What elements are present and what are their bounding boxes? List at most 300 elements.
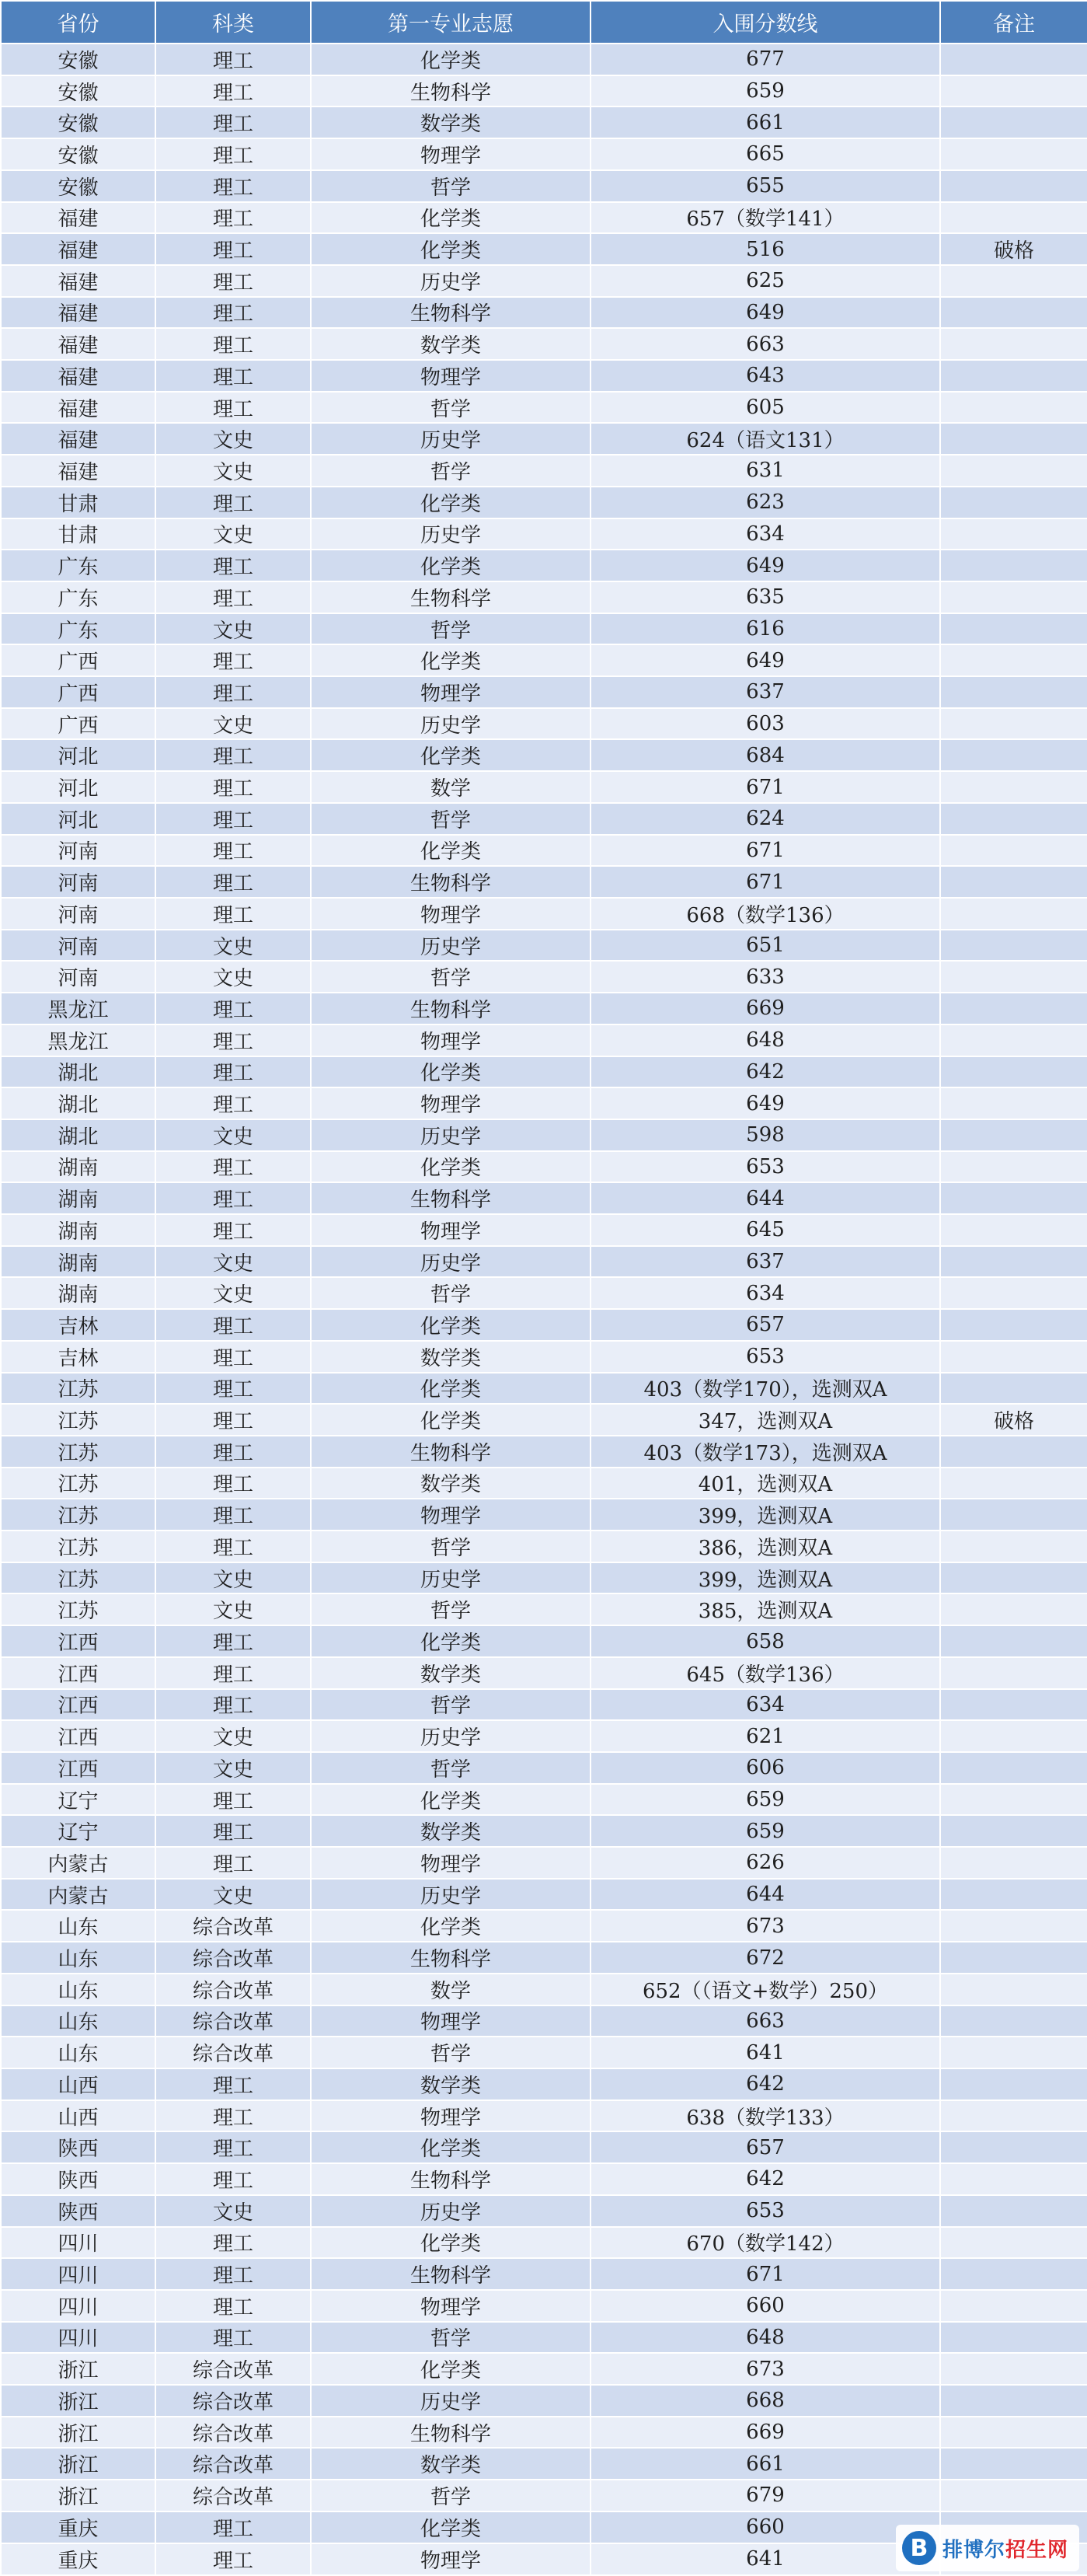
cell-province: 湖南 — [1, 1182, 155, 1214]
cell-first-major: 生物科学 — [311, 2258, 591, 2290]
cell-cutoff-score: 660 — [591, 2511, 940, 2543]
cell-category: 理工 — [155, 898, 311, 930]
cell-category: 综合改革 — [155, 2417, 311, 2449]
cell-cutoff-score: 401，选测双A — [591, 1468, 940, 1499]
table-row — [1, 44, 1087, 75]
cell-remarks — [940, 581, 1087, 613]
cell-province: 甘肃 — [1, 518, 155, 550]
table-row — [1, 2385, 1087, 2417]
cell-first-major: 化学类 — [311, 1151, 591, 1183]
cell-remarks — [940, 1910, 1087, 1942]
table-row — [1, 170, 1087, 202]
cell-province: 福建 — [1, 455, 155, 487]
cell-province: 江苏 — [1, 1436, 155, 1468]
table-row — [1, 1151, 1087, 1183]
cell-first-major: 物理学 — [311, 2290, 591, 2322]
table-row — [1, 1720, 1087, 1752]
cell-cutoff-score: 661 — [591, 106, 940, 138]
cell-remarks — [940, 771, 1087, 803]
cell-category: 理工 — [155, 2511, 311, 2543]
cell-remarks — [940, 1277, 1087, 1309]
cell-category: 文史 — [155, 2195, 311, 2227]
cell-category: 文史 — [155, 1246, 311, 1278]
cell-cutoff-score: 623 — [591, 487, 940, 518]
cell-cutoff-score: 648 — [591, 1024, 940, 1056]
cell-remarks — [940, 44, 1087, 75]
cell-remarks — [940, 1942, 1087, 1974]
cell-category: 理工 — [155, 2290, 311, 2322]
cell-category: 理工 — [155, 2258, 311, 2290]
cell-cutoff-score: 659 — [591, 1784, 940, 1816]
cell-cutoff-score: 621 — [591, 1720, 940, 1752]
cell-first-major: 物理学 — [311, 1024, 591, 1056]
cell-province: 安徽 — [1, 170, 155, 202]
cell-category: 理工 — [155, 1056, 311, 1088]
cell-first-major: 历史学 — [311, 1562, 591, 1594]
cell-province: 广东 — [1, 550, 155, 581]
cell-cutoff-score: 671 — [591, 866, 940, 898]
cell-province: 江苏 — [1, 1562, 155, 1594]
cell-category: 理工 — [155, 581, 311, 613]
cell-province: 江西 — [1, 1752, 155, 1784]
cell-first-major: 生物科学 — [311, 2417, 591, 2449]
cell-cutoff-score: 631 — [591, 455, 940, 487]
table-body — [1, 44, 1087, 2575]
cell-cutoff-score: 635 — [591, 581, 940, 613]
cell-category: 综合改革 — [155, 2005, 311, 2037]
cell-province: 福建 — [1, 423, 155, 455]
cell-cutoff-score: 659 — [591, 75, 940, 107]
cell-remarks — [940, 1024, 1087, 1056]
cell-province: 江西 — [1, 1720, 155, 1752]
table-row — [1, 1974, 1087, 2005]
cell-category: 理工 — [155, 1815, 311, 1847]
cell-province: 广西 — [1, 676, 155, 708]
table-row — [1, 202, 1087, 234]
header-remarks: 备注 — [940, 1, 1087, 44]
header-cutoff-score: 入围分数线 — [591, 1, 940, 44]
cell-first-major: 历史学 — [311, 423, 591, 455]
cell-cutoff-score: 677 — [591, 44, 940, 75]
cell-category: 理工 — [155, 1468, 311, 1499]
cell-first-major: 哲学 — [311, 803, 591, 835]
cell-category: 文史 — [155, 455, 311, 487]
cell-remarks — [940, 1309, 1087, 1341]
cell-first-major: 数学类 — [311, 1468, 591, 1499]
cell-remarks — [940, 930, 1087, 962]
cell-province: 江苏 — [1, 1468, 155, 1499]
cell-province: 湖南 — [1, 1277, 155, 1309]
cell-first-major: 化学类 — [311, 487, 591, 518]
table-row — [1, 708, 1087, 740]
table-row — [1, 1182, 1087, 1214]
cell-first-major: 数学类 — [311, 2448, 591, 2480]
cell-province: 河南 — [1, 835, 155, 867]
cell-province: 安徽 — [1, 44, 155, 75]
cell-category: 理工 — [155, 1309, 311, 1341]
watermark-text-part2: 招生网 — [1005, 2538, 1068, 2562]
cell-province: 河北 — [1, 771, 155, 803]
cell-category: 理工 — [155, 644, 311, 676]
cell-province: 陕西 — [1, 2163, 155, 2195]
cell-province: 福建 — [1, 328, 155, 360]
cell-first-major: 哲学 — [311, 1689, 591, 1721]
cell-cutoff-score: 651 — [591, 930, 940, 962]
cell-category: 文史 — [155, 1277, 311, 1309]
cell-province: 湖北 — [1, 1056, 155, 1088]
cell-remarks — [940, 1119, 1087, 1151]
cell-remarks — [940, 1815, 1087, 1847]
cell-remarks — [940, 487, 1087, 518]
cell-cutoff-score: 669 — [591, 993, 940, 1024]
cell-category: 理工 — [155, 1404, 311, 1436]
cell-cutoff-score: 672 — [591, 1942, 940, 1974]
cell-cutoff-score: 673 — [591, 2353, 940, 2385]
cell-category: 理工 — [155, 2543, 311, 2575]
cell-remarks — [940, 1593, 1087, 1625]
table-row — [1, 518, 1087, 550]
table-row — [1, 392, 1087, 424]
cell-remarks — [940, 2005, 1087, 2037]
table-row — [1, 487, 1087, 518]
cell-cutoff-score: 638（数学133） — [591, 2100, 940, 2132]
cell-category: 理工 — [155, 2322, 311, 2354]
cell-remarks — [940, 2448, 1087, 2480]
cell-category: 综合改革 — [155, 1910, 311, 1942]
cell-province: 四川 — [1, 2290, 155, 2322]
cell-category: 综合改革 — [155, 1974, 311, 2005]
cell-cutoff-score: 642 — [591, 1056, 940, 1088]
table-row — [1, 297, 1087, 329]
table-row — [1, 2417, 1087, 2449]
cell-remarks — [940, 1373, 1087, 1405]
cell-cutoff-score: 668（数学136） — [591, 898, 940, 930]
table-row — [1, 2131, 1087, 2163]
cell-cutoff-score: 663 — [591, 2005, 940, 2037]
table-row — [1, 1752, 1087, 1784]
cell-remarks — [940, 1689, 1087, 1721]
cell-cutoff-score: 624 — [591, 803, 940, 835]
cell-first-major: 化学类 — [311, 1309, 591, 1341]
cell-remarks — [940, 1562, 1087, 1594]
table-row — [1, 233, 1087, 265]
cell-province: 江西 — [1, 1657, 155, 1689]
cell-first-major: 物理学 — [311, 1214, 591, 1246]
cell-remarks — [940, 265, 1087, 297]
cell-first-major: 哲学 — [311, 1593, 591, 1625]
cell-cutoff-score: 661 — [591, 2448, 940, 2480]
cell-province: 河南 — [1, 866, 155, 898]
table-row — [1, 2322, 1087, 2354]
table-row — [1, 1879, 1087, 1911]
cell-cutoff-score: 625 — [591, 265, 940, 297]
cell-cutoff-score: 637 — [591, 676, 940, 708]
cell-first-major: 哲学 — [311, 1752, 591, 1784]
cell-province: 重庆 — [1, 2543, 155, 2575]
cell-category: 文史 — [155, 613, 311, 645]
cell-cutoff-score: 649 — [591, 644, 940, 676]
table-row — [1, 1246, 1087, 1278]
cell-province: 福建 — [1, 297, 155, 329]
cell-province: 广西 — [1, 644, 155, 676]
cell-cutoff-score: 386，选测双A — [591, 1531, 940, 1562]
cell-category: 文史 — [155, 1562, 311, 1594]
cell-category: 综合改革 — [155, 2480, 311, 2511]
cell-first-major: 历史学 — [311, 708, 591, 740]
cell-first-major: 物理学 — [311, 138, 591, 170]
table-row — [1, 2100, 1087, 2132]
cell-category: 理工 — [155, 360, 311, 392]
cell-province: 河南 — [1, 961, 155, 993]
cell-cutoff-score: 634 — [591, 1689, 940, 1721]
cell-remarks: 破格 — [940, 233, 1087, 265]
cell-first-major: 化学类 — [311, 2353, 591, 2385]
cell-province: 福建 — [1, 202, 155, 234]
cell-province: 浙江 — [1, 2353, 155, 2385]
cell-first-major: 物理学 — [311, 1499, 591, 1531]
cell-province: 四川 — [1, 2258, 155, 2290]
cell-province: 内蒙古 — [1, 1847, 155, 1879]
cell-category: 综合改革 — [155, 2353, 311, 2385]
cell-cutoff-score: 605 — [591, 392, 940, 424]
cell-cutoff-score: 657（数学141） — [591, 202, 940, 234]
cell-cutoff-score: 385，选测双A — [591, 1593, 940, 1625]
cell-first-major: 化学类 — [311, 1373, 591, 1405]
cell-cutoff-score: 660 — [591, 2290, 940, 2322]
cell-province: 福建 — [1, 233, 155, 265]
site-watermark-logo — [896, 2525, 1079, 2571]
cell-first-major: 化学类 — [311, 644, 591, 676]
table-row — [1, 328, 1087, 360]
cell-province: 福建 — [1, 265, 155, 297]
cell-province: 四川 — [1, 2227, 155, 2259]
cell-category: 理工 — [155, 1784, 311, 1816]
cell-cutoff-score: 641 — [591, 2543, 940, 2575]
cell-first-major: 生物科学 — [311, 75, 591, 107]
table-row — [1, 1847, 1087, 1879]
cell-province: 江苏 — [1, 1531, 155, 1562]
cell-first-major: 哲学 — [311, 392, 591, 424]
cell-remarks — [940, 1784, 1087, 1816]
cell-first-major: 化学类 — [311, 233, 591, 265]
table-row — [1, 1404, 1087, 1436]
cell-remarks — [940, 550, 1087, 581]
cell-first-major: 生物科学 — [311, 1182, 591, 1214]
cell-first-major: 物理学 — [311, 2543, 591, 2575]
cell-remarks — [940, 803, 1087, 835]
cell-category: 理工 — [155, 2100, 311, 2132]
cell-first-major: 历史学 — [311, 1720, 591, 1752]
cell-remarks — [940, 739, 1087, 771]
cell-first-major: 哲学 — [311, 2480, 591, 2511]
table-row — [1, 1815, 1087, 1847]
table-row — [1, 1214, 1087, 1246]
table-row — [1, 1341, 1087, 1373]
table-row — [1, 75, 1087, 107]
cell-first-major: 历史学 — [311, 1119, 591, 1151]
cell-province: 河北 — [1, 739, 155, 771]
cell-category: 理工 — [155, 866, 311, 898]
cell-category: 文史 — [155, 1593, 311, 1625]
cell-first-major: 历史学 — [311, 930, 591, 962]
cell-first-major: 历史学 — [311, 2195, 591, 2227]
cell-province: 湖北 — [1, 1119, 155, 1151]
cell-first-major: 历史学 — [311, 1879, 591, 1911]
cell-first-major: 生物科学 — [311, 1436, 591, 1468]
cell-province: 广东 — [1, 581, 155, 613]
cell-cutoff-score: 399，选测双A — [591, 1499, 940, 1531]
cell-province: 吉林 — [1, 1309, 155, 1341]
table-row — [1, 1910, 1087, 1942]
cell-remarks — [940, 138, 1087, 170]
table-row — [1, 835, 1087, 867]
cell-category: 理工 — [155, 739, 311, 771]
header-row — [1, 1, 1087, 44]
table-row — [1, 993, 1087, 1024]
cell-province: 浙江 — [1, 2417, 155, 2449]
table-row — [1, 1373, 1087, 1405]
cell-category: 综合改革 — [155, 1942, 311, 1974]
table-row — [1, 676, 1087, 708]
cell-category: 文史 — [155, 930, 311, 962]
table-row — [1, 2448, 1087, 2480]
cell-category: 综合改革 — [155, 2385, 311, 2417]
cell-province: 甘肃 — [1, 487, 155, 518]
table-row — [1, 2227, 1087, 2259]
cell-first-major: 化学类 — [311, 44, 591, 75]
cell-category: 文史 — [155, 1119, 311, 1151]
cell-province: 山东 — [1, 1910, 155, 1942]
cell-cutoff-score: 657 — [591, 2131, 940, 2163]
cell-first-major: 物理学 — [311, 898, 591, 930]
cell-first-major: 历史学 — [311, 1246, 591, 1278]
cell-cutoff-score: 649 — [591, 550, 940, 581]
cell-cutoff-score: 673 — [591, 1910, 940, 1942]
cell-remarks — [940, 2131, 1087, 2163]
cell-first-major: 历史学 — [311, 518, 591, 550]
cell-remarks — [940, 2195, 1087, 2227]
cell-cutoff-score: 670（数学142） — [591, 2227, 940, 2259]
cell-remarks — [940, 1182, 1087, 1214]
cell-category: 文史 — [155, 1879, 311, 1911]
table-row — [1, 1657, 1087, 1689]
cell-province: 浙江 — [1, 2448, 155, 2480]
cell-remarks — [940, 1151, 1087, 1183]
cell-cutoff-score: 403（数学173），选测双A — [591, 1436, 940, 1468]
cell-cutoff-score: 603 — [591, 708, 940, 740]
cell-category: 理工 — [155, 75, 311, 107]
cell-cutoff-score: 659 — [591, 1815, 940, 1847]
cell-first-major: 哲学 — [311, 1531, 591, 1562]
cell-remarks — [940, 1847, 1087, 1879]
cell-remarks — [940, 1056, 1087, 1088]
cell-remarks — [940, 106, 1087, 138]
cell-cutoff-score: 668 — [591, 2385, 940, 2417]
cell-first-major: 化学类 — [311, 1625, 591, 1657]
cell-cutoff-score: 669 — [591, 2417, 940, 2449]
cell-category: 文史 — [155, 708, 311, 740]
cell-cutoff-score: 663 — [591, 328, 940, 360]
cell-cutoff-score: 642 — [591, 2163, 940, 2195]
cell-province: 安徽 — [1, 138, 155, 170]
cell-province: 江苏 — [1, 1373, 155, 1405]
cell-remarks — [940, 1087, 1087, 1119]
cell-first-major: 物理学 — [311, 2100, 591, 2132]
cell-province: 陕西 — [1, 2131, 155, 2163]
table-row — [1, 581, 1087, 613]
cell-cutoff-score: 598 — [591, 1119, 940, 1151]
cell-province: 河北 — [1, 803, 155, 835]
cell-province: 福建 — [1, 360, 155, 392]
table-row — [1, 1056, 1087, 1088]
cell-remarks — [940, 1657, 1087, 1689]
header-province: 省份 — [1, 1, 155, 44]
cell-first-major: 物理学 — [311, 1087, 591, 1119]
cell-cutoff-score: 399，选测双A — [591, 1562, 940, 1594]
cell-cutoff-score: 652（（语文+数学）250） — [591, 1974, 940, 2005]
table-row — [1, 1499, 1087, 1531]
cell-province: 浙江 — [1, 2480, 155, 2511]
cell-remarks — [940, 202, 1087, 234]
cell-category: 理工 — [155, 1436, 311, 1468]
cell-remarks — [940, 423, 1087, 455]
cell-province: 广西 — [1, 708, 155, 740]
cell-category: 理工 — [155, 1182, 311, 1214]
table-row — [1, 1119, 1087, 1151]
cell-cutoff-score: 658 — [591, 1625, 940, 1657]
table-row — [1, 1942, 1087, 1974]
cell-remarks — [940, 1499, 1087, 1531]
table-header — [1, 1, 1087, 44]
header-category: 科类 — [155, 1, 311, 44]
cell-remarks — [940, 2290, 1087, 2322]
cell-category: 理工 — [155, 550, 311, 581]
cell-category: 理工 — [155, 170, 311, 202]
cell-first-major: 化学类 — [311, 1056, 591, 1088]
cell-first-major: 生物科学 — [311, 2163, 591, 2195]
table-row — [1, 771, 1087, 803]
cell-category: 理工 — [155, 265, 311, 297]
cell-province: 黑龙江 — [1, 993, 155, 1024]
cell-remarks — [940, 2480, 1087, 2511]
cell-category: 理工 — [155, 1499, 311, 1531]
cell-category: 理工 — [155, 1531, 311, 1562]
cell-category: 理工 — [155, 1151, 311, 1183]
cell-category: 理工 — [155, 803, 311, 835]
cell-province: 辽宁 — [1, 1815, 155, 1847]
table-row — [1, 265, 1087, 297]
cell-cutoff-score: 657 — [591, 1309, 940, 1341]
cell-category: 理工 — [155, 1847, 311, 1879]
cell-cutoff-score: 644 — [591, 1879, 940, 1911]
cell-remarks — [940, 2100, 1087, 2132]
cell-cutoff-score: 634 — [591, 518, 940, 550]
table-row — [1, 1689, 1087, 1721]
cell-category: 理工 — [155, 1625, 311, 1657]
cell-remarks — [940, 2417, 1087, 2449]
cell-cutoff-score: 653 — [591, 1341, 940, 1373]
cell-cutoff-score: 653 — [591, 1151, 940, 1183]
table-row — [1, 1562, 1087, 1594]
cell-first-major: 物理学 — [311, 2005, 591, 2037]
cell-first-major: 数学类 — [311, 2068, 591, 2100]
table-row — [1, 2480, 1087, 2511]
cell-first-major: 化学类 — [311, 202, 591, 234]
cell-province: 陕西 — [1, 2195, 155, 2227]
table-row — [1, 2005, 1087, 2037]
cell-first-major: 哲学 — [311, 961, 591, 993]
cell-cutoff-score: 643 — [591, 360, 940, 392]
